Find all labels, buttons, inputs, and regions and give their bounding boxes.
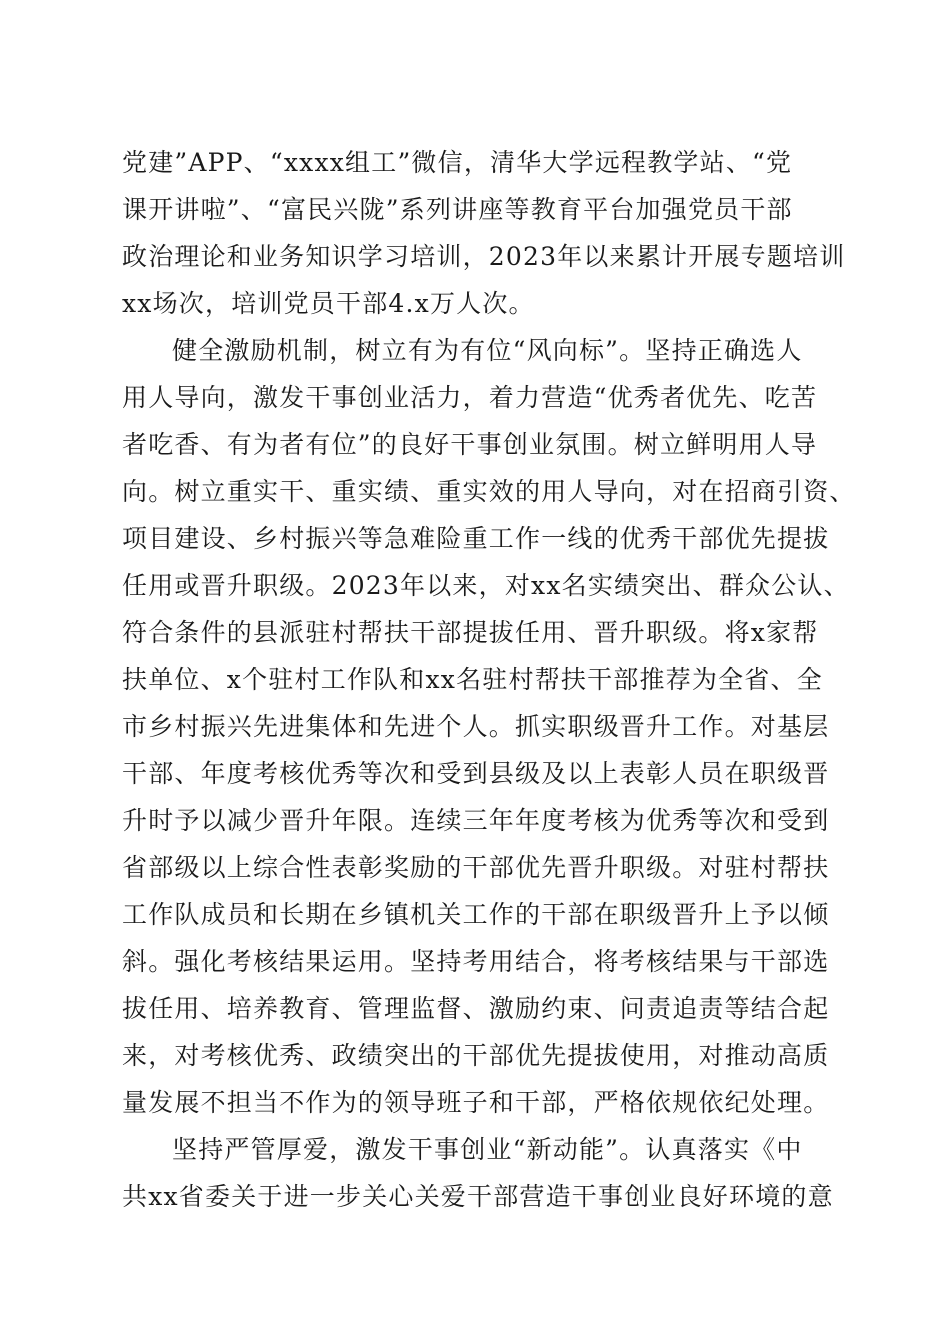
- text-line: 省部级以上综合性表彰奖励的干部优先晋升职级。对驻村帮扶: [122, 853, 830, 882]
- text-line: 向。树立重实干、重实绩、重实效的用人导向，对在招商引资、: [122, 477, 856, 506]
- text-line: 项目建设、乡村振兴等急难险重工作一线的优秀干部优先提拔: [122, 524, 830, 553]
- paragraph-first-line: 坚持严管厚爱，激发干事创业“新动能”。认真落实《中: [172, 1135, 803, 1164]
- text-line: 量发展不担当不作为的领导班子和干部，严格依规依纪处理。: [122, 1088, 830, 1117]
- text-line: 党建”APP、“xxxx组工”微信，清华大学远程教学站、“党: [122, 148, 793, 177]
- text-line: xx场次，培训党员干部4.x万人次。: [122, 289, 535, 318]
- paragraph-first-line: 健全激励机制，树立有为有位“风向标”。坚持正确选人: [172, 336, 803, 365]
- text-line: 课开讲啦”、“富民兴陇”系列讲座等教育平台加强党员干部: [122, 195, 793, 224]
- text-line: 扶单位、x个驻村工作队和xx名驻村帮扶干部推荐为全省、全: [122, 665, 823, 694]
- text-line: 者吃香、有为者有位”的良好干事创业氛围。树立鲜明用人导: [122, 430, 818, 459]
- text-line: 来，对考核优秀、政绩突出的干部优先提拔使用，对推动高质: [122, 1041, 830, 1070]
- text-line: 拔任用、培养教育、管理监督、激励约束、问责追责等结合起: [122, 994, 830, 1023]
- text-line: 符合条件的县派驻村帮扶干部提拔任用、晋升职级。将x家帮: [122, 618, 819, 647]
- text-line: 用人导向，激发干事创业活力，着力营造“优秀者优先、吃苦: [122, 383, 818, 412]
- text-line: 干部、年度考核优秀等次和受到县级及以上表彰人员在职级晋: [122, 759, 830, 788]
- text-line: 斜。强化考核结果运用。坚持考用结合，将考核结果与干部选: [122, 947, 830, 976]
- text-line: 任用或晋升职级。2023年以来，对xx名实绩突出、群众公认、: [122, 571, 850, 600]
- text-line: 市乡村振兴先进集体和先进个人。抓实职级晋升工作。对基层: [122, 712, 830, 741]
- text-line: 共xx省委关于进一步关心关爱干部营造干事创业良好环境的意: [122, 1182, 834, 1211]
- text-line: 工作队成员和长期在乡镇机关工作的干部在职级晋升上予以倾: [122, 900, 830, 929]
- document-body: [122, 139, 856, 1220]
- text-line: 升时予以减少晋升年限。连续三年年度考核为优秀等次和受到: [122, 806, 830, 835]
- text-line: 政治理论和业务知识学习培训，2023年以来累计开展专题培训: [122, 242, 846, 271]
